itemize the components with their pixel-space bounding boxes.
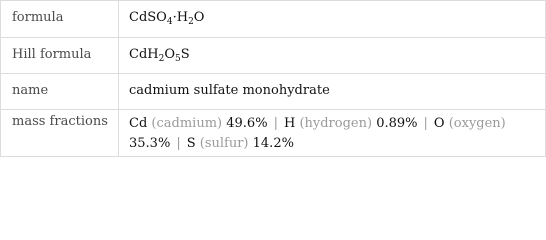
table-row-formula: [1, 1, 545, 38]
element-symbol: O: [433, 116, 445, 131]
row-label-cell: [1, 74, 119, 109]
row-label-cell: [1, 38, 119, 73]
table-row-hill-formula: [1, 37, 545, 73]
fraction-separator: |: [273, 116, 278, 131]
formula-subscript: 2: [158, 54, 165, 64]
formula-value: [129, 10, 204, 25]
row-value-cell: [119, 38, 545, 73]
mass-fraction-item: [187, 136, 294, 151]
formula-label: formula: [12, 10, 64, 25]
element-percent: 14.2%: [252, 136, 294, 151]
formula-part: O: [164, 47, 176, 62]
mass-fractions-value: [129, 114, 537, 154]
mass-fractions-label: mass fractions: [12, 114, 108, 129]
name-label: name: [12, 83, 49, 98]
element-percent: 35.3%: [129, 136, 171, 151]
row-value-cell: [119, 74, 545, 109]
formula-subscript: 4: [166, 17, 173, 27]
formula-subscript: 5: [175, 54, 181, 64]
element-name: (cadmium): [151, 116, 223, 131]
row-label-cell: [1, 1, 119, 38]
fraction-separator: |: [176, 136, 181, 151]
mass-fraction-item: [284, 116, 418, 131]
element-percent: 49.6%: [226, 116, 268, 131]
formula-subscript: 2: [188, 17, 194, 27]
element-symbol: H: [283, 116, 296, 131]
formula-part: ·H: [172, 10, 189, 25]
table-row-mass-fractions: [1, 109, 545, 157]
element-name: (oxygen): [448, 116, 506, 131]
hill-formula-label: Hill formula: [12, 47, 92, 62]
row-value-cell: [119, 110, 545, 157]
mass-fraction-item: [129, 116, 268, 131]
formula-part: CdH: [129, 47, 159, 62]
table-row-name: [1, 73, 545, 109]
formula-part: S: [180, 47, 190, 62]
formula-part: CdSO: [129, 10, 167, 25]
row-value-cell: [119, 1, 545, 38]
element-symbol: S: [186, 136, 196, 151]
mass-fraction-item: [434, 116, 506, 131]
element-percent: 0.89%: [376, 116, 418, 131]
element-symbol: Cd: [129, 116, 148, 131]
element-name: (sulfur): [199, 136, 249, 151]
hill-formula-value: [129, 47, 190, 62]
formula-part: O: [193, 10, 205, 25]
fraction-separator: |: [423, 116, 428, 131]
element-name: (hydrogen): [299, 116, 373, 131]
row-label-cell: [1, 110, 119, 157]
compound-name-value: cadmium sulfate monohydrate: [129, 83, 330, 98]
